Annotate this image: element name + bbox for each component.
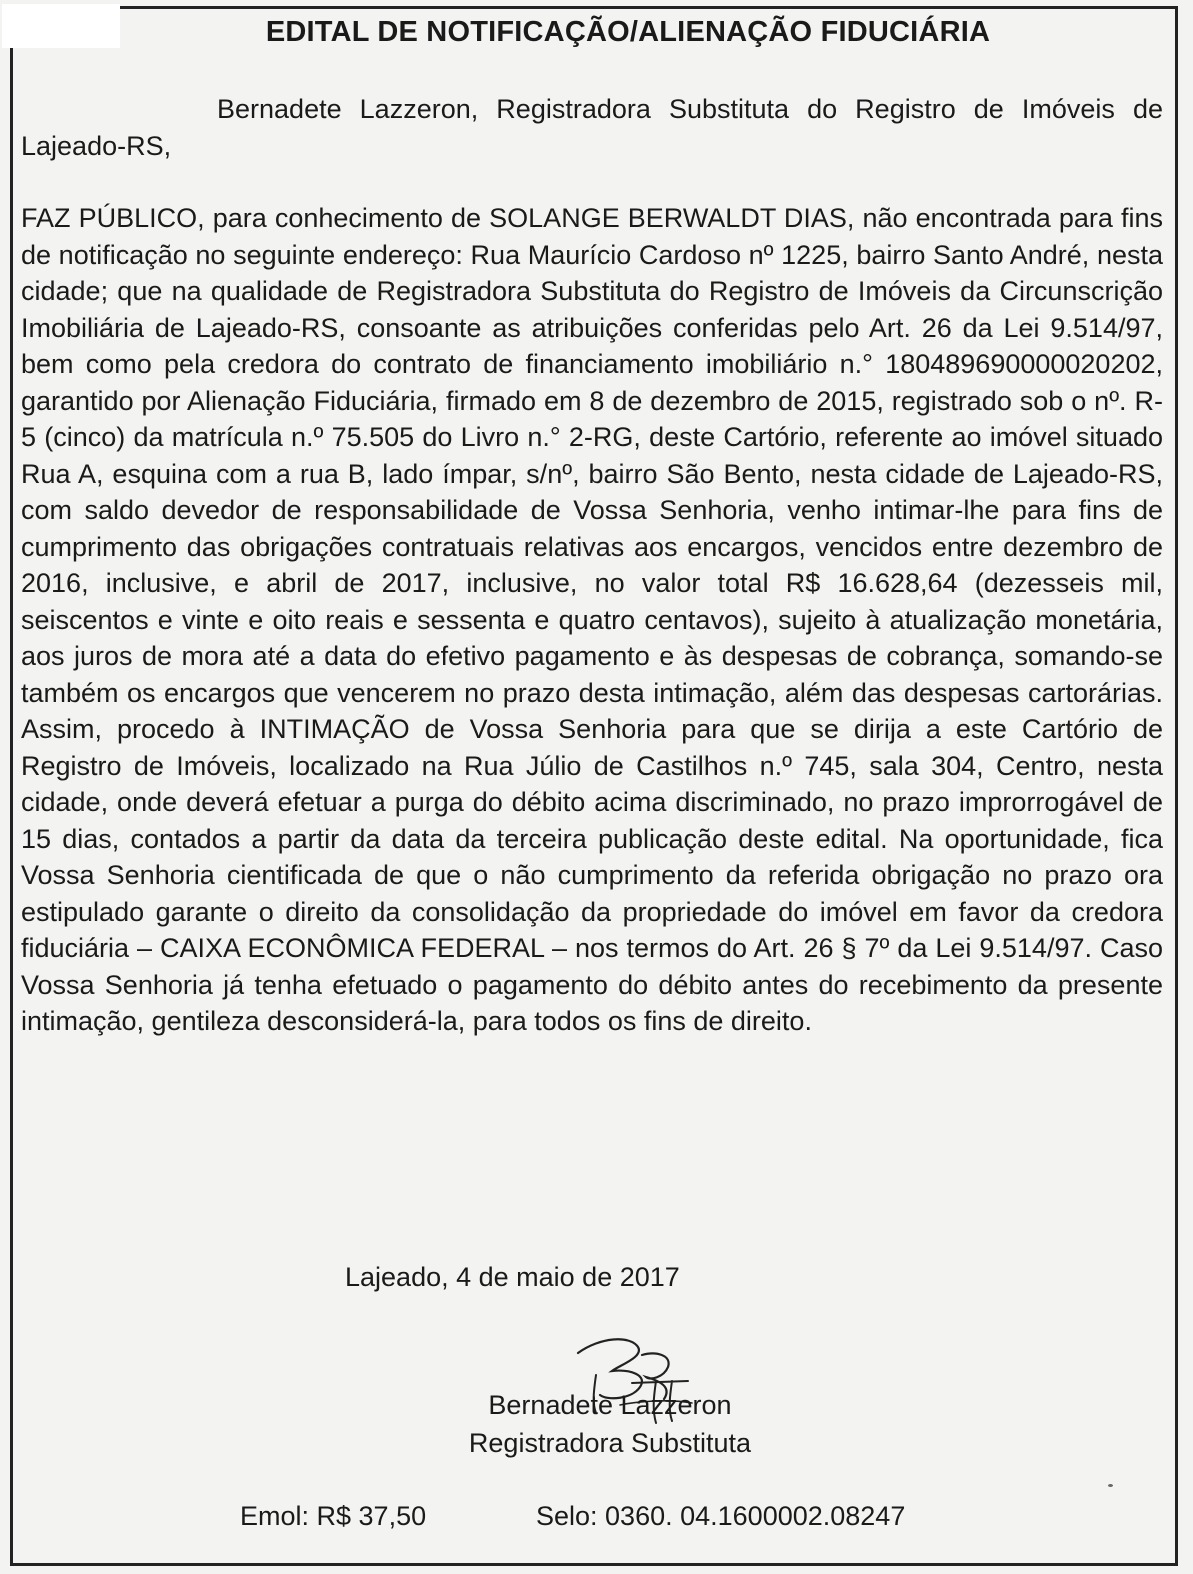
signer-name: Bernadete Lazzeron [488,1390,732,1420]
document-title: EDITAL DE NOTIFICAÇÃO/ALIENAÇÃO FIDUCIÁRIA [265,16,991,48]
intro-paragraph: Bernadete Lazzeron, Registradora Substituta do Registro de Imóveis de Lajeado-RS, [21,94,1163,161]
fee-amount: Emol: R$ 37,50 [240,1501,427,1531]
paper-speck [1108,1484,1113,1487]
place-and-date: Lajeado, 4 de maio de 2017 [345,1262,680,1292]
signer-role: Registradora Substituta [468,1428,752,1458]
seal-number: Selo: 0360. 04.1600002.08247 [536,1501,906,1531]
notice-body-paragraph: FAZ PÚBLICO, para conhecimento de SOLANGE BERWALDT DIAS, não encontrada para fins de notificação no seguinte endereço: Rua Maurício Cardoso nº 1225, bairro Santo André, nesta cidade; que na qualidade de Registradora Substituta do Registro de Imóveis da Circunscrição Imobiliária de Lajeado-RS, consoante as atribuições conferidas pelo Art. 26 da Lei 9.514/97, bem como pela credora do contrato de financiamento imobiliário n.° 180489690000020202, garantido por Alienação Fiduciária, firmado em 8 de dezembro de 2015, registrado sob o nº. R-5 (cinco) da matrícula n.º 75.505 do Livro n.° 2-RG, deste Cartório, referente ao imóvel situado Rua A, esquina com a rua B, lado ímpar, s/nº, bairro São Bento, nesta cidade de Lajeado-RS, com saldo devedor de responsabilidade de Vossa Senhoria, venho intimar-lhe para fins de cumprimento das obrigações contratuais relativas aos encargos, vencidos entre dezembro de 2016, inclusive, e abril de 2017, inclusive, no valor total R$ 16.628,64 (dezesseis mil, seiscentos e vinte e oito reais e sessenta e quatro centavos), sujeito à atualização monetária, aos juros de mora até a data do efetivo pagamento e às despesas de cobrança, somando-se também os encargos que vencerem no prazo desta intimação, além das despesas cartorárias. Assim, procedo à INTIMAÇÃO de Vossa Senhoria para que se dirija a este Cartório de Registro de Imóveis, localizado na Rua Júlio de Castilhos n.º 745, sala 304, Centro, nesta cidade, onde deverá efetuar a purga do débito acima discriminado, no prazo improrrogável de 15 dias, contados a partir da data da terceira publicação deste edital. Na oportunidade, fica Vossa Senhoria cientificada de que o não cumprimento da referida obrigação no prazo ora estipulado garante o direito da consolidação da propriedade do imóvel em favor da credora fiduciária – CAIXA ECONÔMICA FEDERAL – nos termos do Art. 26 § 7º da Lei 9.514/97. Caso Vossa Senhoria já tenha efetuado o pagamento do débito antes do recebimento da presente intimação, gentileza desconsiderá-la, para todos os fins de direito. [21,203,1163,1036]
